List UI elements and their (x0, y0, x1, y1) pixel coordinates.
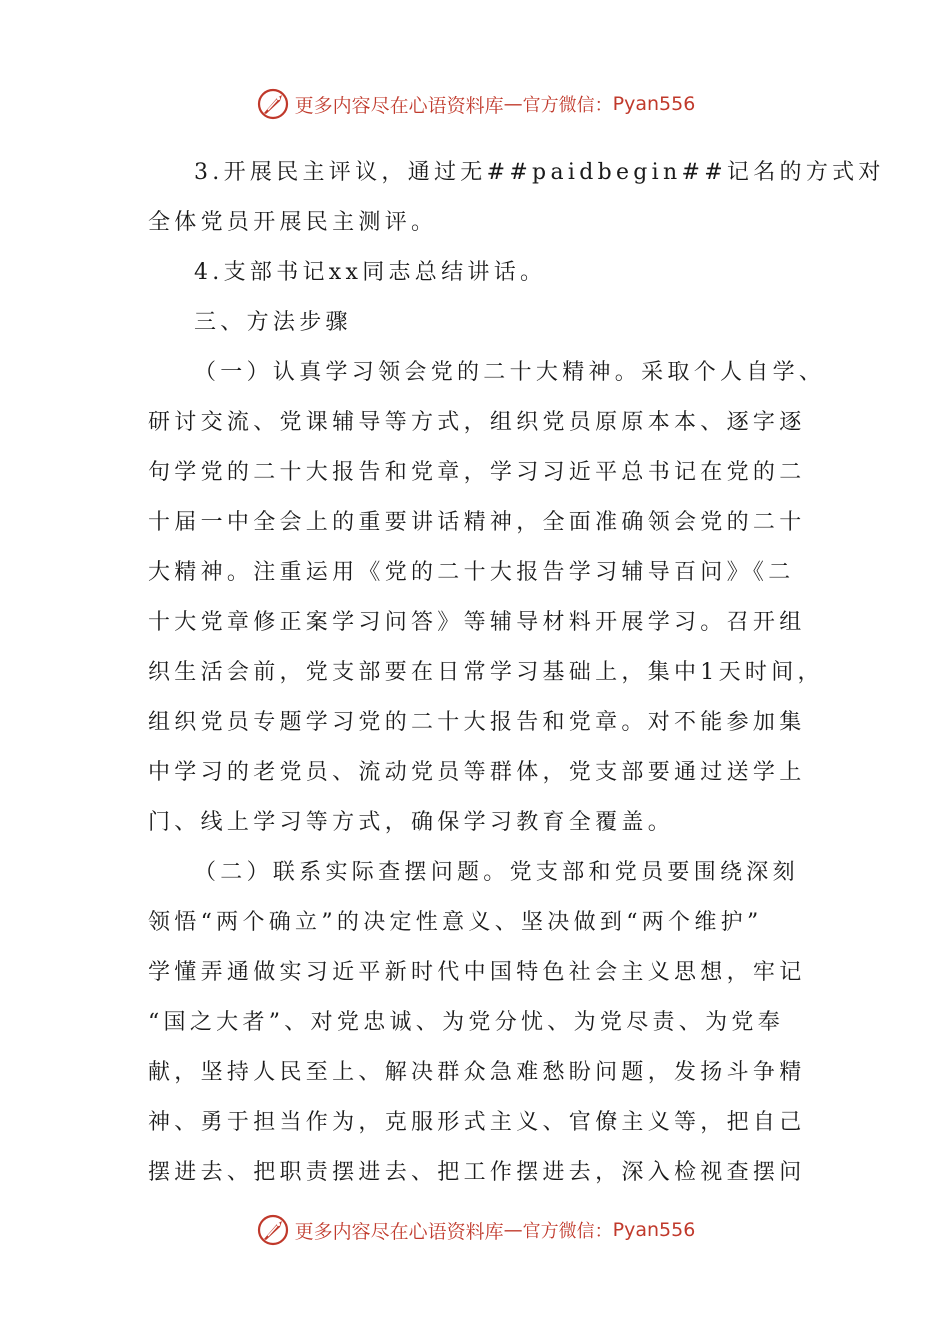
banner-separator: — (503, 1219, 523, 1241)
body-line: “国之大者”、对党忠诚、为党分忧、为党尽责、为党奉 (148, 1010, 784, 1035)
body-line: 学懂弄通做实习近平新时代中国特色社会主义思想，牢记 (148, 960, 806, 985)
banner-wechat-handle: Pyan556 (612, 93, 696, 115)
pen-nib-logo-icon (255, 86, 291, 122)
body-line: （一）认真学习领会党的二十大精神。采取个人自学、 (194, 360, 826, 385)
document-body (148, 148, 885, 1198)
banner-separator: — (503, 93, 523, 115)
section-heading: 三、方法步骤 (194, 310, 352, 335)
body-line: 十届一中全会上的重要讲话精神，全面准确领会党的二十 (148, 510, 806, 535)
banner-contact-label: 官方微信： (522, 1221, 613, 1242)
body-line: 神、勇于担当作为，克服形式主义、官僚主义等，把自己 (148, 1110, 806, 1135)
body-line: 组织党员专题学习党的二十大报告和党章。对不能参加集 (148, 710, 806, 735)
footer-banner (0, 1210, 950, 1250)
banner-slogan: 更多内容尽在心语资料库 (294, 94, 504, 117)
banner-contact-label: 官方微信： (522, 95, 613, 116)
body-line: 摆进去、把职责摆进去、把工作摆进去，深入检视查摆问 (148, 1160, 806, 1185)
body-line: 3.开展民主评议，通过无##paidbegin##记名的方式对 (194, 160, 885, 185)
body-line: 门、线上学习等方式，确保学习教育全覆盖。 (148, 810, 675, 835)
body-line: 大精神。注重运用《党的二十大报告学习辅导百问》《二 (148, 560, 795, 585)
body-line: 句学党的二十大报告和党章，学习习近平总书记在党的二 (148, 460, 806, 485)
header-banner (0, 84, 950, 124)
body-line: 中学习的老党员、流动党员等群体，党支部要通过送学上 (148, 760, 806, 785)
body-line: 十大党章修正案学习问答》等辅导材料开展学习。召开组 (148, 610, 806, 635)
body-line: 献，坚持人民至上、解决群众急难愁盼问题，发扬斗争精 (148, 1060, 806, 1085)
body-line: 全体党员开展民主测评。 (148, 210, 438, 235)
body-line: 领悟“两个确立”的决定性意义、坚决做到“两个维护” (148, 910, 763, 935)
body-line: 织生活会前，党支部要在日常学习基础上，集中1天时间， (148, 660, 824, 685)
banner-slogan: 更多内容尽在心语资料库 (294, 1220, 504, 1243)
body-line: 4.支部书记xx同志总结讲话。 (194, 260, 547, 285)
banner-wechat-handle: Pyan556 (612, 1219, 696, 1241)
pen-nib-logo-icon (255, 1212, 291, 1248)
body-line: 研讨交流、党课辅导等方式，组织党员原原本本、逐字逐 (148, 410, 806, 435)
body-line: （二）联系实际查摆问题。党支部和党员要围绕深刻 (194, 860, 799, 885)
